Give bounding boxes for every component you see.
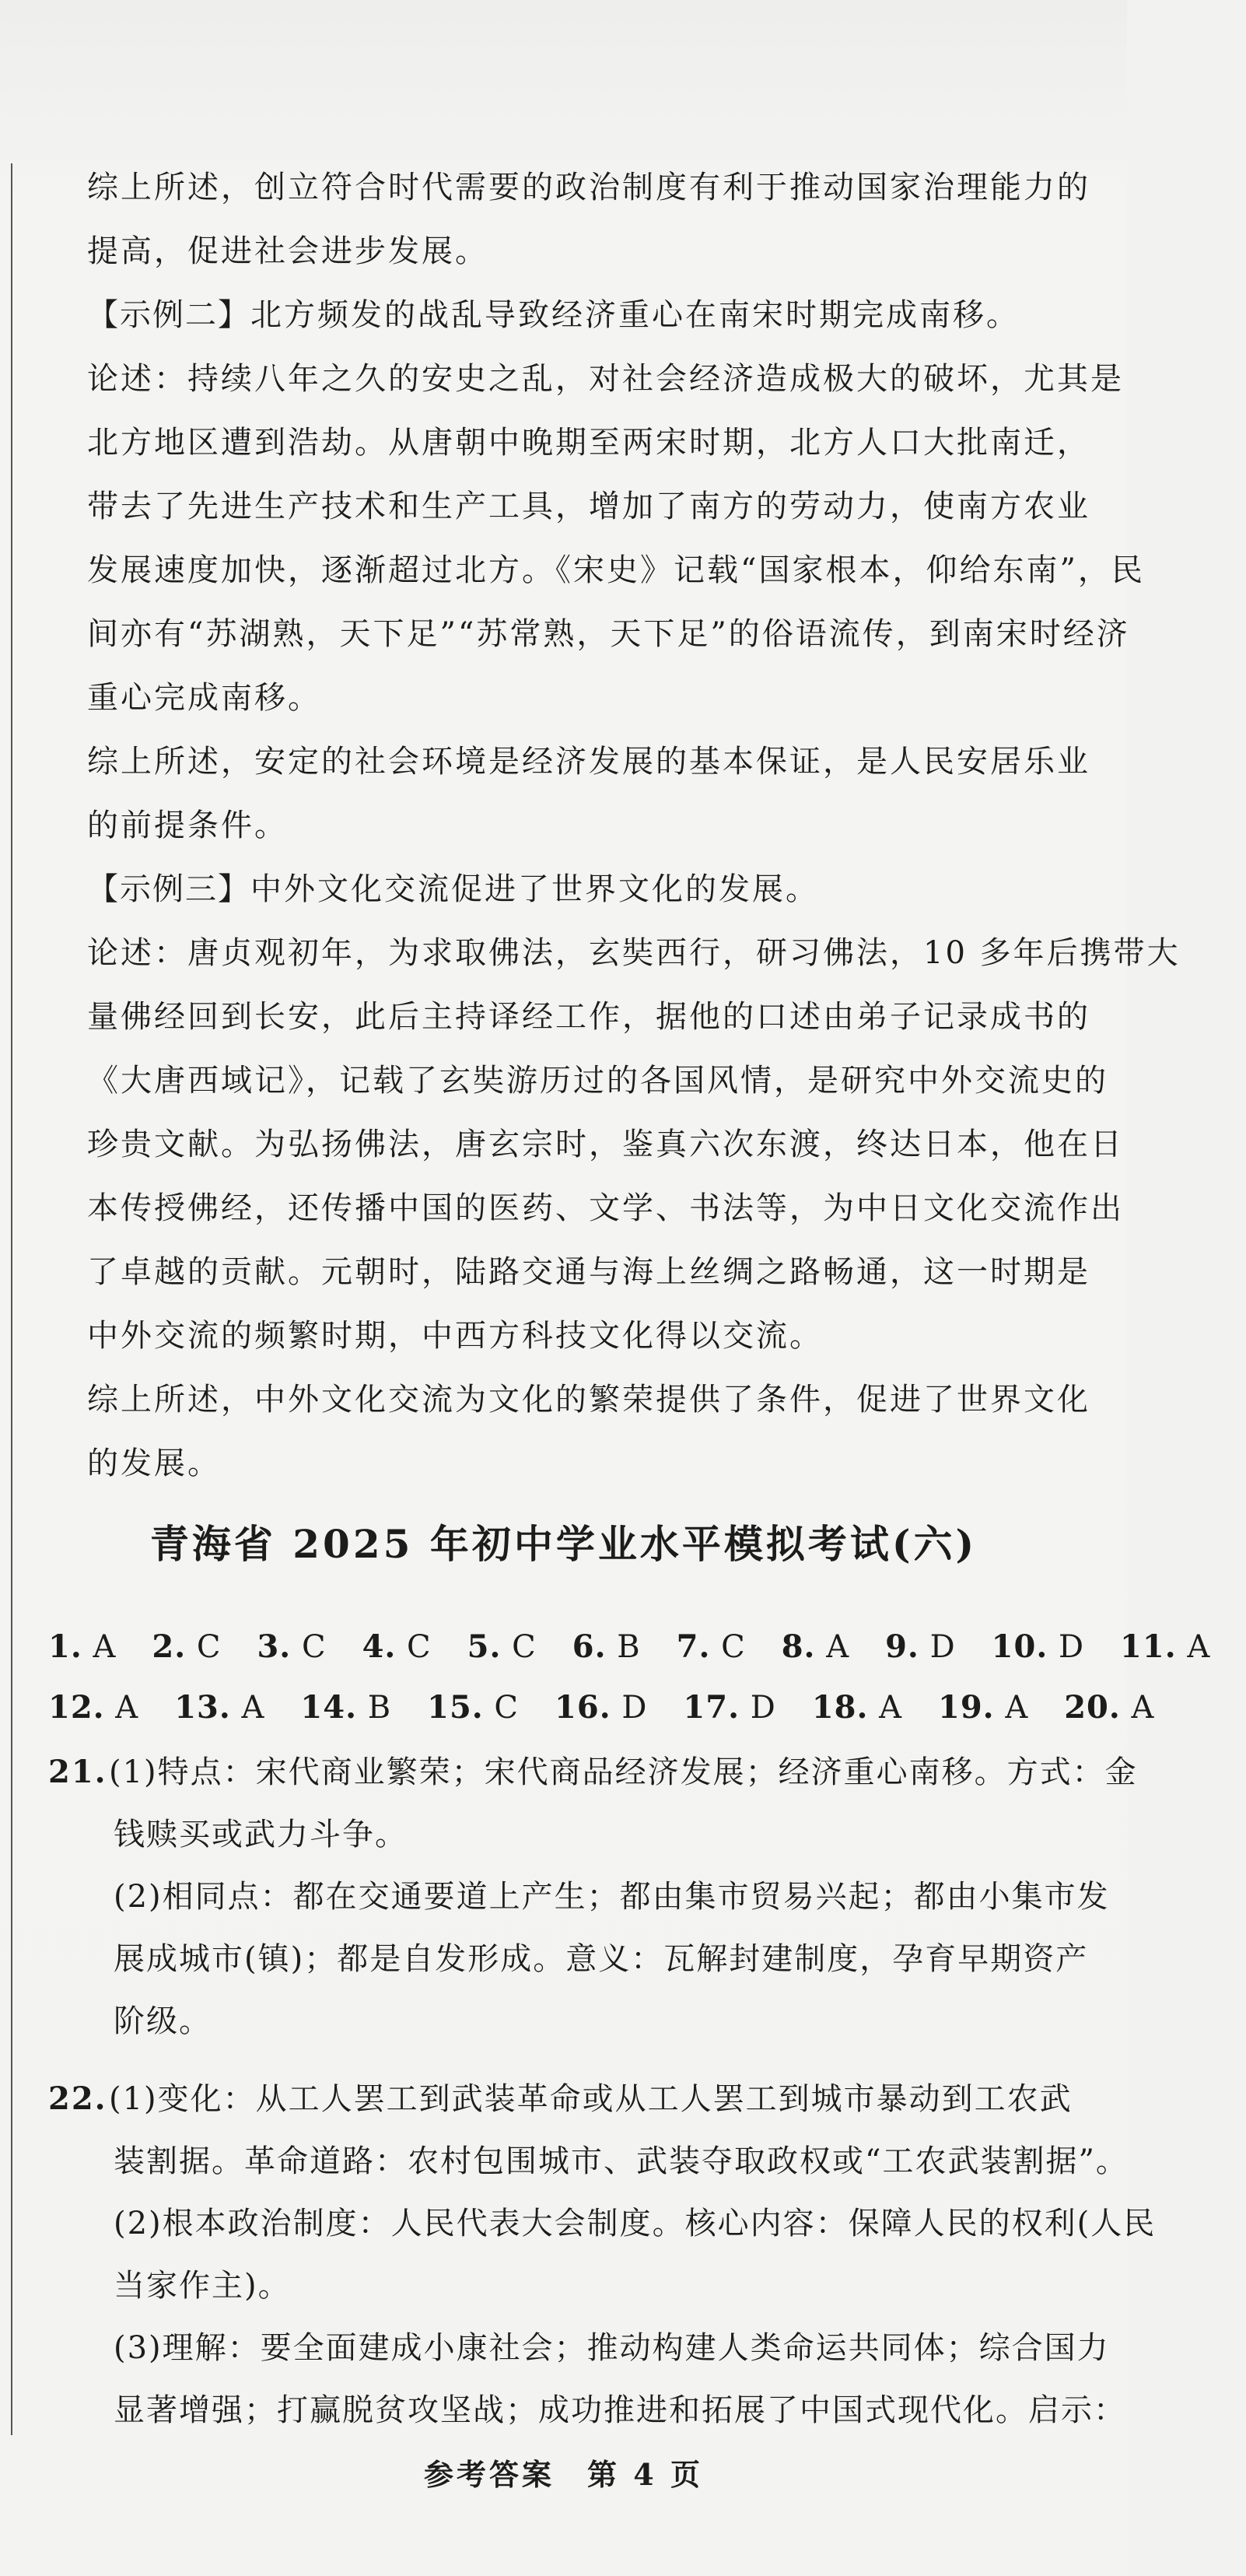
answer-number: 12. — [48, 1689, 105, 1726]
answer-number: 4. — [362, 1628, 397, 1665]
answer-number: 3. — [257, 1628, 292, 1665]
answer-number: 8. — [781, 1628, 816, 1665]
answer-item — [1120, 1629, 1210, 1665]
answer-item — [885, 1629, 956, 1665]
answer-choice: C — [501, 1629, 537, 1665]
essay-line: 珍贵文献。为弘扬佛法，唐玄宗时，鉴真六次东渡，终达日本，他在日 — [87, 1127, 1124, 1162]
answer-number: 11. — [1120, 1628, 1177, 1665]
question-22-line — [48, 2068, 1083, 2130]
answer-item — [257, 1629, 326, 1665]
answer-choice: D — [740, 1690, 776, 1726]
answer-number: 14. — [300, 1689, 357, 1726]
example-2-tag: 【示例二】 — [87, 297, 250, 333]
answer-number: 15. — [427, 1689, 484, 1726]
essay-line: 中外交流的频繁时期，中西方科技文化得以交流。 — [87, 1318, 823, 1354]
answer-item — [48, 1629, 116, 1665]
question-number: 21. — [48, 1754, 107, 1790]
answer-choice: A — [1120, 1690, 1155, 1726]
answer-item — [782, 1629, 849, 1665]
answer-choice: A — [82, 1629, 117, 1665]
answer-choice: C — [396, 1629, 432, 1665]
answer-choice: A — [1176, 1629, 1211, 1665]
essay-line: 《大唐西域记》，记载了玄奘游历过的各国风情，是研究中外交流史的 — [87, 1063, 1108, 1099]
example-2-claim: 北方频发的战乱导致经济重心在南宋时期完成南移。 — [250, 297, 1020, 333]
multiple-choice-answers — [48, 1617, 1211, 1738]
essay-line: 间亦有“苏湖熟，天下足”“苏常熟，天下足”的俗语流传，到南宋时经济 — [87, 616, 1130, 652]
answer-text: (1)变化：从工人罢工到武装革命或从工人罢工到城市暴动到工农武 — [109, 2081, 1073, 2117]
answer-number: 5. — [467, 1628, 502, 1665]
essay-line: 论述：持续八年之久的安史之乱，对社会经济造成极大的破坏，尤其是 — [87, 361, 1124, 397]
essay-line: 论述：唐贞观初年，为求取佛法，玄奘西行，研习佛法，10 多年后携带大 — [87, 935, 1181, 971]
essay-line: 综上所述，安定的社会环境是经济发展的基本保证，是人民安居乐业 — [87, 744, 1090, 780]
answer-number: 18. — [811, 1689, 869, 1726]
essay-line: 的前提条件。 — [87, 808, 288, 843]
answer-number: 17. — [683, 1689, 740, 1726]
page-footer: 参考答案 第 4 页 — [424, 2457, 703, 2492]
essay-line: 了卓越的贡献。元朝时，陆路交通与海上丝绸之路畅通，这一时期是 — [87, 1254, 1090, 1290]
question-21-line: 钱赎买或武力斗争。 — [114, 1817, 408, 1852]
question-22-line: 当家作主)。 — [114, 2268, 291, 2304]
answer-item — [427, 1690, 519, 1726]
essay-line: 综上所述，创立符合时代需要的政治制度有利于推动国家治理能力的 — [87, 170, 1090, 205]
answer-number: 2. — [152, 1628, 187, 1665]
question-21-line: 阶级。 — [114, 2003, 212, 2039]
question-22-line: (3)理解：要全面建成小康社会；推动构建人类命运共同体；综合国力 — [114, 2330, 1110, 2366]
question-21-line: (2)相同点：都在交通要道上产生；都由集市贸易兴起；都由小集市发 — [114, 1879, 1110, 1915]
answer-number: 13. — [174, 1689, 231, 1726]
answer-choice: D — [919, 1629, 956, 1665]
answer-item — [555, 1690, 647, 1726]
answer-number: 10. — [991, 1628, 1048, 1665]
question-22-line: (2)根本政治制度：人民代表大会制度。核心内容：保障人民的权利(人民 — [114, 2206, 1157, 2241]
answer-number: 1. — [48, 1628, 82, 1665]
question-22-line: 显著增强；打赢脱贫攻坚战；成功推进和拓展了中国式现代化。启示： — [114, 2392, 1126, 2428]
answer-number: 19. — [938, 1689, 995, 1726]
answer-item — [812, 1690, 902, 1726]
essay-line: 发展速度加快，逐渐超过北方。《宋史》记载“国家根本，仰给东南”，民 — [87, 552, 1145, 588]
essay-line: 提高，促进社会进步发展。 — [87, 233, 488, 269]
answer-item — [677, 1629, 746, 1665]
answer-number: 6. — [572, 1628, 607, 1665]
question-21-line — [48, 1741, 1138, 1803]
answer-item — [174, 1690, 264, 1726]
answer-item — [467, 1629, 537, 1665]
answer-choice: A — [104, 1690, 139, 1726]
left-margin-rule — [11, 163, 12, 2435]
answer-number: 16. — [555, 1689, 611, 1726]
answer-item — [992, 1629, 1084, 1665]
essay-line: 北方地区遭到浩劫。从唐朝中晚期至两宋时期，北方人口大批南迁， — [87, 425, 1090, 461]
answer-item — [572, 1629, 641, 1665]
answer-row-1 — [48, 1617, 1211, 1677]
answer-choice: C — [186, 1629, 222, 1665]
example-3-heading — [87, 857, 1075, 921]
question-22 — [48, 2068, 1157, 2441]
essay-line: 综上所述，中外文化交流为文化的繁荣提供了条件，促进了世界文化 — [87, 1382, 1090, 1418]
answer-number: 9. — [885, 1628, 919, 1665]
answer-item — [362, 1629, 432, 1665]
answer-item — [48, 1690, 138, 1726]
answer-text: (1)特点：宋代商业繁荣；宋代商品经济发展；经济重心南移。方式：金 — [109, 1754, 1138, 1790]
answer-choice: A — [815, 1629, 850, 1665]
essay-section — [87, 156, 1181, 1495]
answer-choice: C — [291, 1629, 327, 1665]
example-3-tag: 【示例三】 — [87, 871, 250, 907]
answer-choice: B — [606, 1629, 641, 1665]
answer-row-2 — [48, 1677, 1155, 1738]
question-number: 22. — [48, 2080, 107, 2117]
question-21-line: 展成城市(镇)；都是自发形成。意义：瓦解封建制度，孕育早期资产 — [114, 1941, 1089, 1977]
answer-choice: D — [611, 1690, 648, 1726]
answer-choice: C — [710, 1629, 746, 1665]
answer-number: 20. — [1064, 1689, 1121, 1726]
essay-line: 本传授佛经，还传播中国的医药、文学、书法等，为中日文化交流作出 — [87, 1190, 1124, 1226]
answer-choice: D — [1048, 1629, 1085, 1665]
answer-choice: A — [994, 1690, 1029, 1726]
essay-line: 的发展。 — [87, 1446, 221, 1481]
answer-item — [683, 1690, 775, 1726]
answer-choice: A — [868, 1690, 903, 1726]
question-22-line: 装割据。革命道路：农村包围城市、武装夺取政权或“工农武装割据”。 — [114, 2143, 1129, 2179]
answer-item — [300, 1690, 391, 1726]
answer-item — [938, 1690, 1028, 1726]
essay-line: 量佛经回到长安，此后主持译经工作，据他的口述由弟子记录成书的 — [87, 999, 1090, 1035]
question-21 — [48, 1741, 1138, 2052]
answer-choice: C — [483, 1690, 520, 1726]
answer-number: 7. — [676, 1628, 711, 1665]
answer-choice: B — [357, 1690, 392, 1726]
essay-line: 带去了先进生产技术和生产工具，增加了南方的劳动力，使南方农业 — [87, 489, 1090, 524]
answer-choice: A — [230, 1690, 265, 1726]
example-3-claim: 中外文化交流促进了世界文化的发展。 — [250, 871, 819, 907]
answer-item — [152, 1629, 221, 1665]
example-2-heading — [87, 283, 1075, 347]
essay-line: 重心完成南移。 — [87, 680, 321, 716]
section-title: 青海省 2025 年初中学业水平模拟考试(六) — [149, 1521, 978, 1567]
answer-item — [1064, 1690, 1154, 1726]
